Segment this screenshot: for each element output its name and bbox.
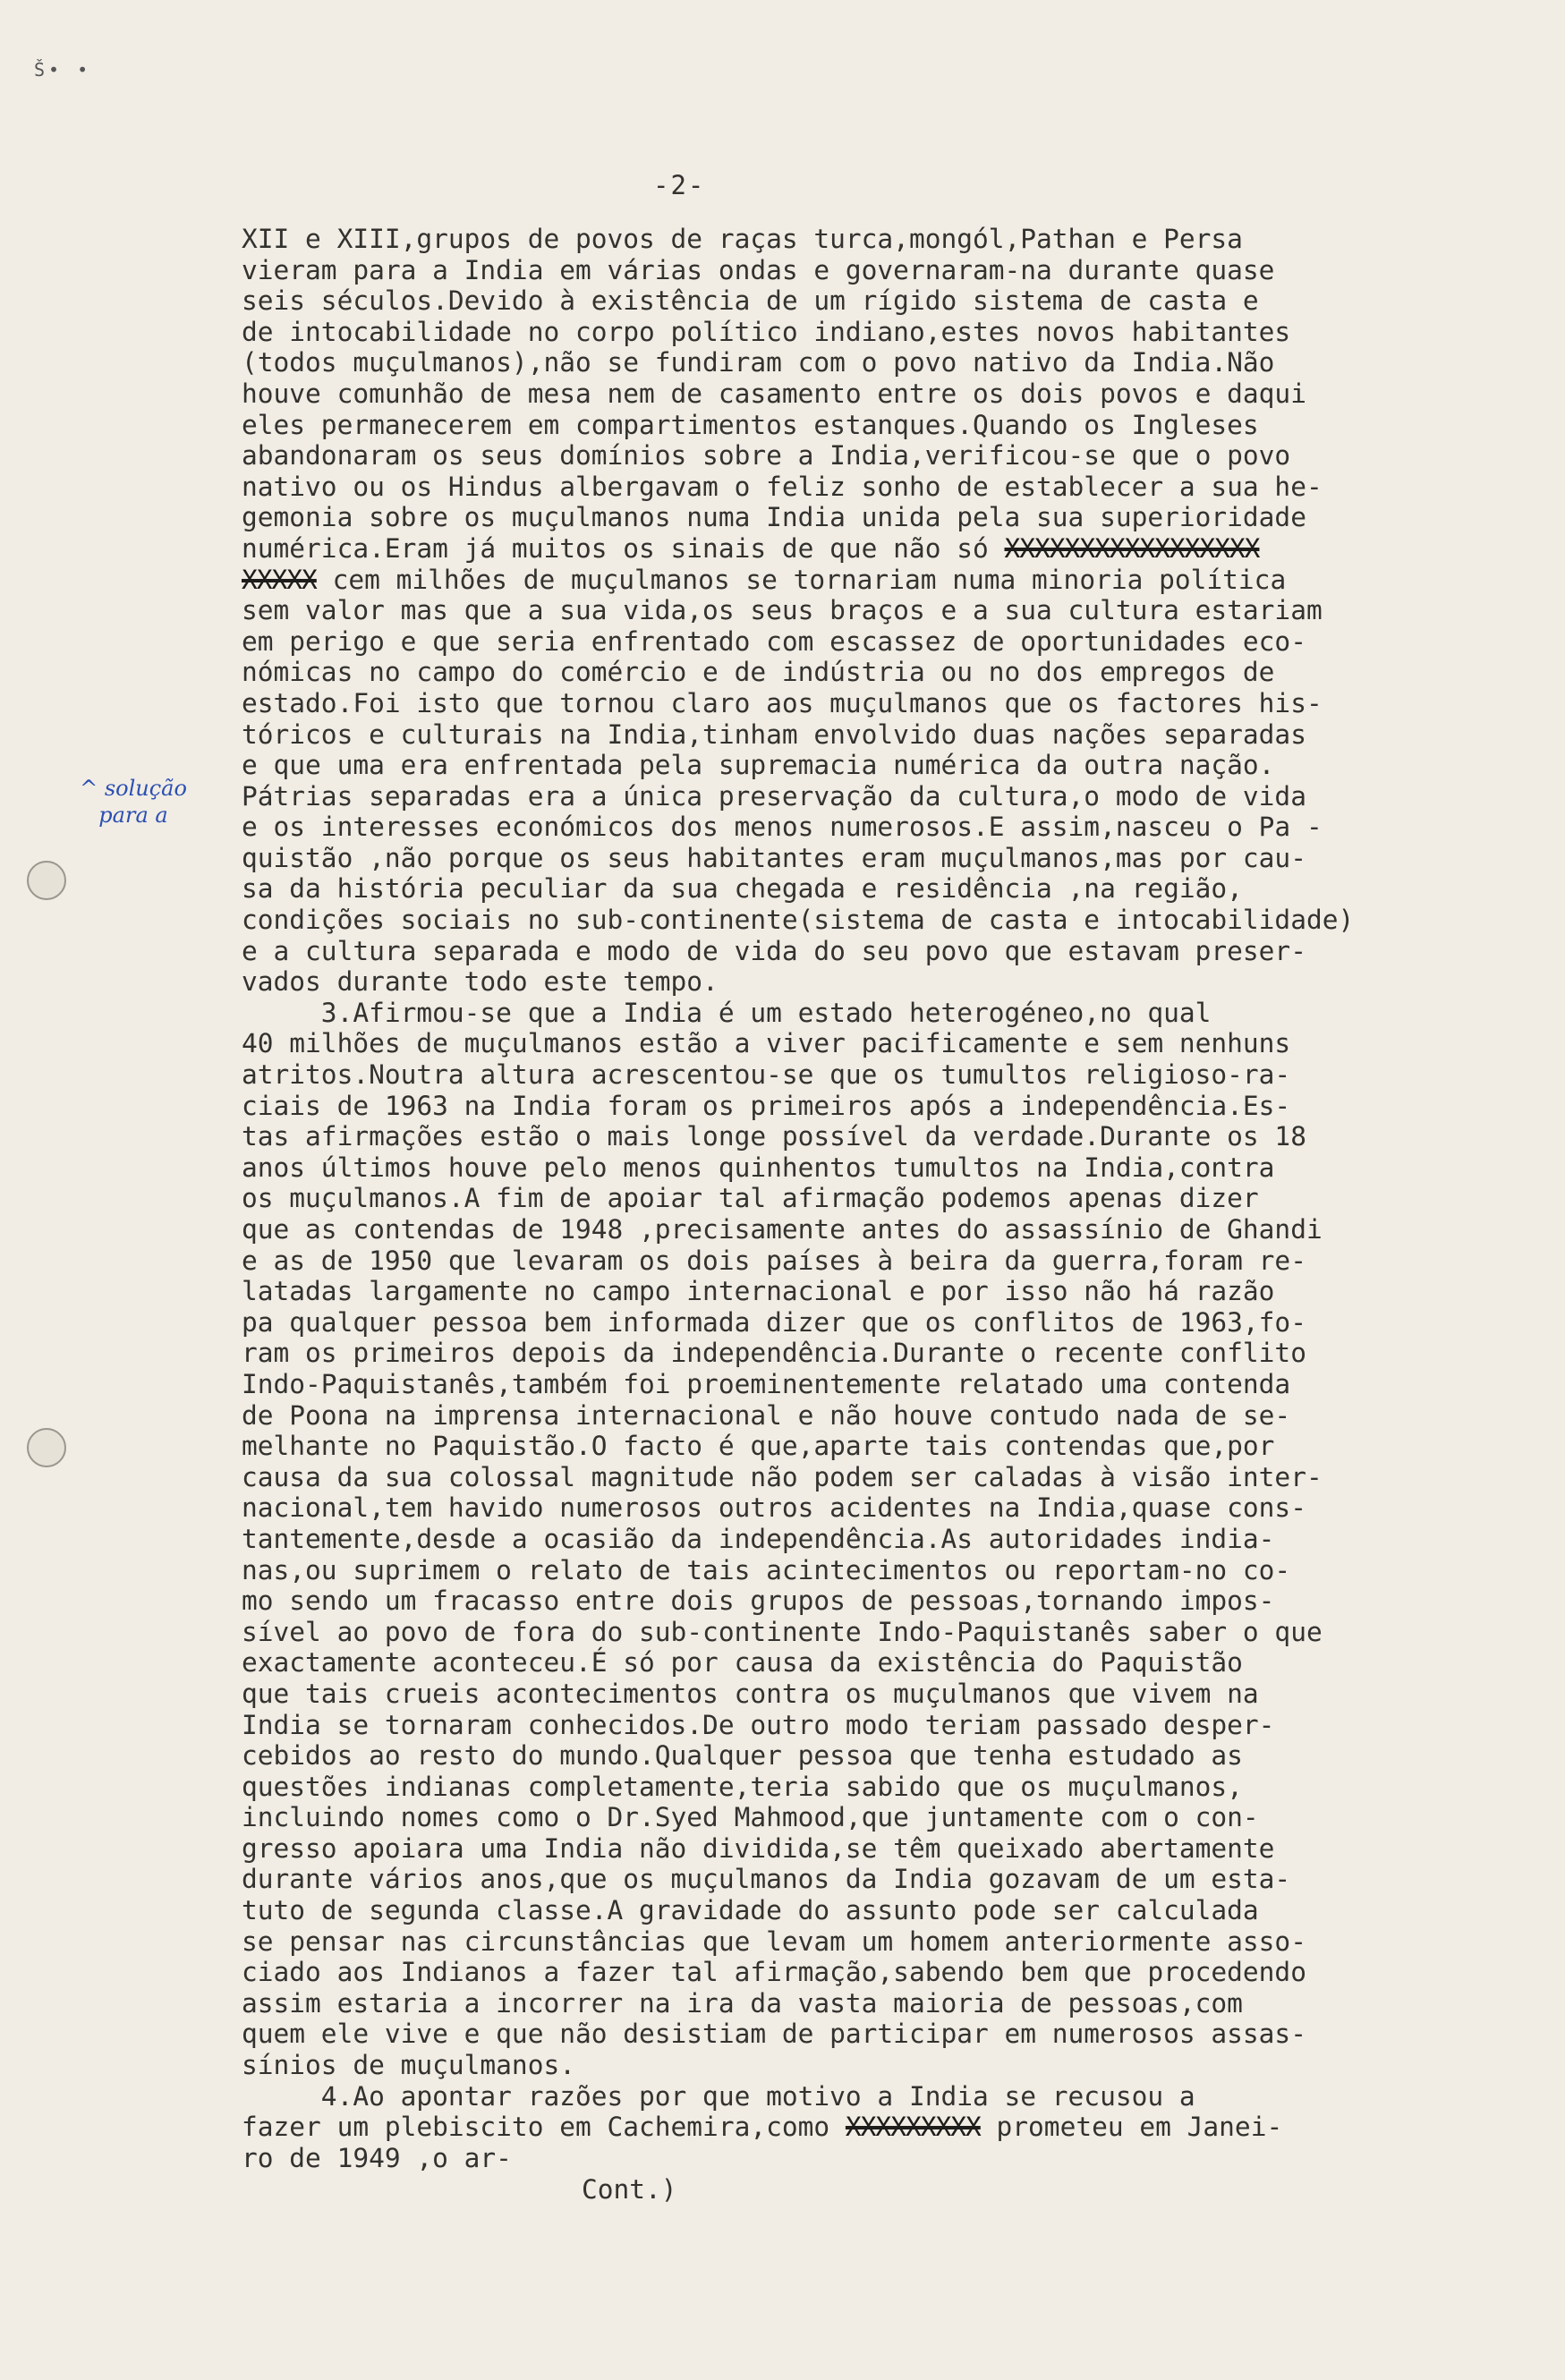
- text-line: [242, 657, 1494, 688]
- text-line: [242, 1679, 1494, 1710]
- text-line-content: atritos.Noutra altura acrescentou-se que os tumultos religioso-ra-: [242, 1059, 1291, 1091]
- text-line-content: tantemente,desde a ocasião da independência.As autoridades india-: [242, 1523, 1275, 1554]
- text-line-content: latadas largamente no campo internacional e por isso não há razão: [242, 1276, 1275, 1307]
- text-line-content: exactamente aconteceu.É só por causa da existência do Paquistão: [242, 1647, 1243, 1679]
- text-line-content: India se tornaram conhecidos.De outro modo teriam passado desper-: [242, 1709, 1275, 1740]
- text-line-content: melhante no Paquistão.O facto é que,aparte tais contendas que,por: [242, 1431, 1275, 1462]
- text-line: [242, 1617, 1494, 1648]
- text-line-content: questões indianas completamente,teria sabido que os muçulmanos,: [242, 1771, 1243, 1802]
- struck-out-text: XXXXXXXXXXXXXXXXX: [1004, 532, 1260, 564]
- text-line: [242, 1710, 1494, 1741]
- text-line-content: quistão ,não porque os seus habitantes eram muçulmanos,mas por cau-: [242, 842, 1306, 873]
- text-line-content: que tais crueis acontecimentos contra os muçulmanos que vivem na: [242, 1678, 1259, 1709]
- handwritten-margin-note: ^ solução para a: [80, 776, 187, 828]
- text-line: [242, 1772, 1494, 1803]
- text-line: [242, 1926, 1494, 1958]
- text-line-content: mo sendo um fracasso entre dois grupos de pessoas,tornando impos-: [242, 1585, 1275, 1617]
- text-line: [242, 626, 1494, 658]
- text-line-content: Indo-Paquistanês,também foi proeminentemente relatado uma contenda: [242, 1368, 1291, 1399]
- text-line-content: ram os primeiros depois da independência.Durante o recente conflito: [242, 1338, 1306, 1369]
- text-line: [242, 502, 1494, 533]
- text-line-content: que as contendas de 1948 ,precisamente antes do assassínio de Ghandi: [242, 1214, 1323, 1245]
- text-line: [242, 1431, 1494, 1462]
- text-line-content: numérica.Eram já muitos os sinais de que não só: [242, 532, 1005, 564]
- text-line-content: assim estaria a incorrer na ira da vasta maioria de pessoas,com: [242, 1987, 1243, 2019]
- typed-body-text: [242, 224, 1494, 2173]
- text-line: [242, 440, 1494, 472]
- page-number: -2-: [653, 170, 706, 200]
- text-line: [242, 1245, 1494, 1277]
- struck-out-text: XXXXXXXXX: [845, 2112, 981, 2143]
- text-line: [242, 873, 1494, 905]
- text-line-content: nacional,tem havido numerosos outros acidentes na India,quase cons-: [242, 1492, 1306, 1524]
- text-line: [242, 2050, 1494, 2081]
- text-line-content: nativo ou os Hindus albergavam o feliz sonho de establecer a sua he-: [242, 471, 1323, 502]
- punch-hole: [27, 1428, 66, 1467]
- text-line-content: e as de 1950 que levaram os dois países à beira da guerra,foram re-: [242, 1245, 1306, 1276]
- text-line-content: houve comunhão de mesa nem de casamento entre os dois povos e daqui: [242, 378, 1306, 409]
- text-line: [242, 1895, 1494, 1926]
- text-line: [242, 472, 1494, 503]
- text-line: [242, 1152, 1494, 1184]
- text-line-content: em perigo e que seria enfrentado com escassez de oportunidades eco-: [242, 625, 1306, 657]
- text-line: [242, 224, 1494, 255]
- text-line: [242, 1864, 1494, 1895]
- text-line-content: e os interesses económicos dos menos numerosos.E assim,nasceu o Pa -: [242, 812, 1323, 843]
- text-line-content: vieram para a India em várias ondas e governaram-na durante quase: [242, 254, 1275, 285]
- text-line: [242, 533, 1494, 565]
- text-line-content: cem milhões de muçulmanos se tornariam numa minoria política: [316, 564, 1287, 595]
- text-line-content: tóricos e culturais na India,tinham envolvido duas nações separadas: [242, 718, 1306, 750]
- text-line-content: 4.Ao apontar razões por que motivo a India se recusou a: [242, 2080, 1195, 2112]
- text-line-content: 3.Afirmou-se que a India é um estado heterogéneo,no qual: [242, 997, 1212, 1028]
- text-line-content: condições sociais no sub-continente(sistema de casta e intocabilidade): [242, 905, 1355, 936]
- text-line: [242, 781, 1494, 812]
- text-line-content: seis séculos.Devido à existência de um rígido sistema de casta e: [242, 285, 1259, 317]
- text-line: [242, 905, 1494, 936]
- text-line: [242, 2081, 1494, 2112]
- text-line: [242, 1555, 1494, 1586]
- text-line-content: os muçulmanos.A fim de apoiar tal afirmação podemos apenas dizer: [242, 1183, 1259, 1214]
- text-line-content: eles permanecerem em compartimentos estanques.Quando os Ingleses: [242, 409, 1259, 440]
- text-line: [242, 936, 1494, 967]
- text-line: [242, 1338, 1494, 1369]
- text-line: [242, 317, 1494, 348]
- text-line-content: Pátrias separadas era a única preservação da cultura,o modo de vida: [242, 780, 1306, 812]
- text-line: [242, 285, 1494, 317]
- text-line-content: sa da história peculiar da sua chegada e residência ,na região,: [242, 873, 1243, 905]
- text-line-content: anos últimos houve pelo menos quinhentos tumultos na India,contra: [242, 1152, 1275, 1183]
- text-line-content: vados durante todo este tempo.: [242, 966, 719, 998]
- text-line: [242, 1214, 1494, 1245]
- text-line-content: durante vários anos,que os muçulmanos da India gozavam de um esta-: [242, 1864, 1291, 1895]
- text-line-content: tas afirmações estão o mais longe possível da verdade.Durante os 18: [242, 1121, 1306, 1152]
- text-line-content: cebidos ao resto do mundo.Qualquer pessoa que tenha estudado as: [242, 1740, 1243, 1772]
- text-line: [242, 1091, 1494, 1122]
- text-line: [242, 998, 1494, 1029]
- text-line-content: estado.Foi isto que tornou claro aos muçulmanos que os factores his-: [242, 687, 1323, 718]
- text-line: [242, 1957, 1494, 1988]
- text-line: [242, 595, 1494, 626]
- text-line: [242, 1492, 1494, 1524]
- text-line: [242, 1524, 1494, 1555]
- text-line-content: ciais de 1963 na India foram os primeiros após a independência.Es-: [242, 1090, 1291, 1121]
- text-line-content: causa da sua colossal magnitude não podem ser caladas à visão inter-: [242, 1461, 1323, 1492]
- text-line: [242, 1028, 1494, 1059]
- text-line: [242, 565, 1494, 596]
- text-line: [242, 1276, 1494, 1307]
- text-line: [242, 347, 1494, 378]
- text-line-continuation: prometeu em Janei-: [980, 2112, 1283, 2143]
- text-line-content: nas,ou suprimem o relato de tais acintecimentos ou reportam-no co-: [242, 1554, 1291, 1585]
- text-line: [242, 1183, 1494, 1214]
- text-line-content: sínios de muçulmanos.: [242, 2050, 575, 2081]
- text-line: [242, 1462, 1494, 1493]
- text-line-content: ro de 1949 ,o ar-: [242, 2142, 512, 2173]
- text-line-content: quem ele vive e que não desistiam de participar em numerosos assas-: [242, 2019, 1306, 2050]
- text-line: [242, 1833, 1494, 1865]
- text-line-content: abandonaram os seus domínios sobre a India,verificou-se que o povo: [242, 440, 1291, 472]
- text-line: [242, 1400, 1494, 1432]
- text-line-content: (todos muçulmanos),não se fundiram com o povo nativo da India.Não: [242, 347, 1275, 378]
- text-line-content: sível ao povo de fora do sub-continente Indo-Paquistanês saber o que: [242, 1616, 1323, 1647]
- text-line-content: sem valor mas que a sua vida,os seus braços e a sua cultura estariam: [242, 595, 1323, 626]
- text-line: [242, 1740, 1494, 1772]
- text-line: [242, 2143, 1494, 2174]
- text-line: [242, 255, 1494, 286]
- text-line: [242, 688, 1494, 719]
- text-line: [242, 1121, 1494, 1152]
- text-line: [242, 1802, 1494, 1833]
- text-line: [242, 1059, 1494, 1091]
- text-line-content: incluindo nomes como o Dr.Syed Mahmood,que juntamente com o con-: [242, 1802, 1259, 1833]
- text-line-content: tuto de segunda classe.A gravidade do assunto pode ser calculada: [242, 1895, 1259, 1926]
- text-line-content: 40 milhões de muçulmanos estão a viver pacificamente e sem nenhuns: [242, 1028, 1291, 1059]
- text-line: [242, 1647, 1494, 1679]
- text-line: [242, 812, 1494, 843]
- text-line: [242, 966, 1494, 998]
- text-line: [242, 1585, 1494, 1617]
- punch-hole: [27, 861, 66, 900]
- text-line: [242, 2019, 1494, 2050]
- text-line-content: gemonia sobre os muçulmanos numa India unida pela sua superioridade: [242, 502, 1306, 533]
- text-line: [242, 750, 1494, 781]
- text-line: [242, 2112, 1494, 2143]
- text-line: [242, 719, 1494, 751]
- text-line: [242, 378, 1494, 410]
- text-line-content: gresso apoiara uma India não dividida,se têm queixado abertamente: [242, 1832, 1275, 1864]
- text-line: [242, 1988, 1494, 2019]
- text-line: [242, 843, 1494, 874]
- text-line: [242, 410, 1494, 441]
- text-line-content: e a cultura separada e modo de vida do seu povo que estavam preser-: [242, 935, 1306, 966]
- continuation-note: Cont.): [582, 2174, 677, 2205]
- text-line-content: nómicas no campo do comércio e de indústria ou no dos empregos de: [242, 657, 1275, 688]
- text-line-content: se pensar nas circunstâncias que levam um homem anteriormente asso-: [242, 1925, 1306, 1957]
- text-line-content: de intocabilidade no corpo político indiano,estes novos habitantes: [242, 316, 1291, 347]
- text-line-content: e que uma era enfrentada pela supremacia numérica da outra nação.: [242, 750, 1275, 781]
- text-line: [242, 1369, 1494, 1400]
- text-line-content: XII e XIII,grupos de povos de raças turca,mongól,Pathan e Persa: [242, 224, 1243, 254]
- text-line-content: de Poona na imprensa internacional e não houve contudo nada de se-: [242, 1399, 1291, 1431]
- corner-mark: Š• •: [34, 59, 92, 81]
- text-line-content: fazer um plebiscito em Cachemira,como: [242, 2112, 846, 2143]
- text-line-content: ciado aos Indianos a fazer tal afirmação,sabendo bem que procedendo: [242, 1957, 1306, 1988]
- struck-out-text: XXXXX: [242, 564, 317, 595]
- text-line-content: pa qualquer pessoa bem informada dizer que os conflitos de 1963,fo-: [242, 1306, 1306, 1338]
- text-line: [242, 1307, 1494, 1339]
